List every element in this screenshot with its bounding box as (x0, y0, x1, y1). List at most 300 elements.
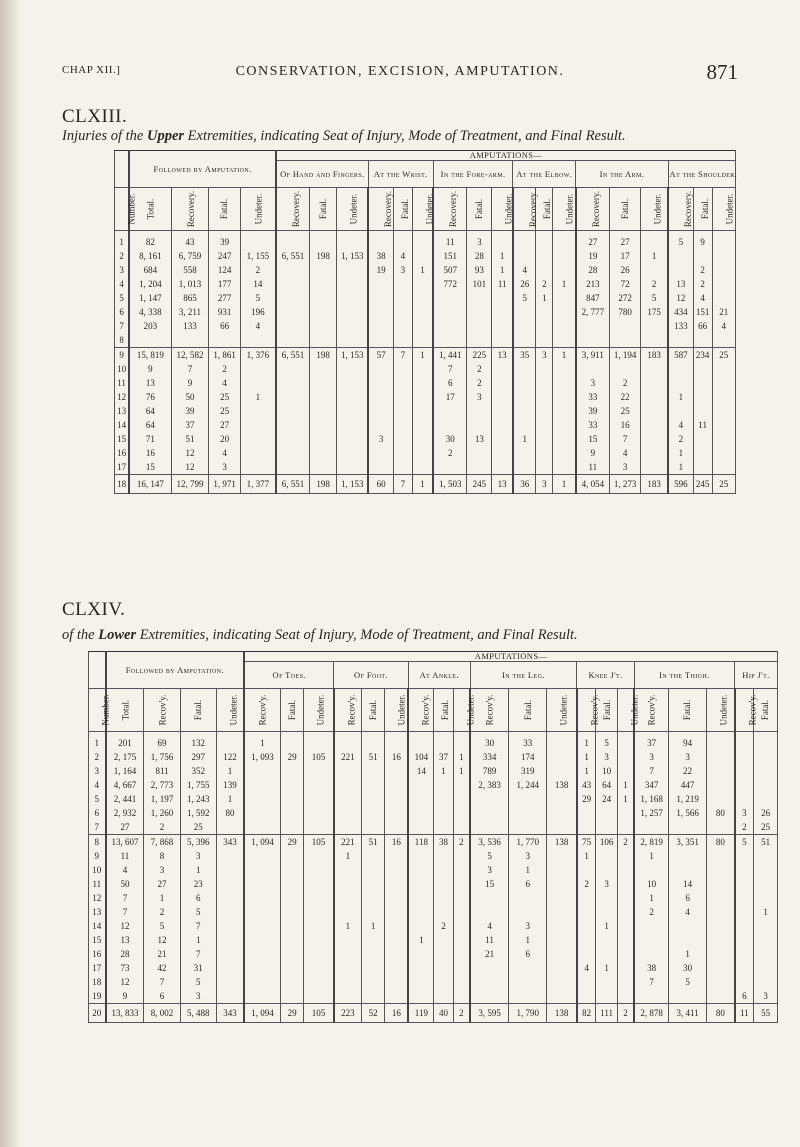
table-cell: 27 (609, 231, 640, 250)
table-row (89, 820, 778, 835)
table-cell (304, 905, 334, 919)
table-cell (244, 975, 280, 989)
table-cell: 1 (668, 446, 693, 460)
table-cell (712, 376, 735, 390)
table-cell (304, 806, 334, 820)
table-cell: 12, 582 (171, 348, 209, 363)
table-cell: 2 (536, 277, 553, 291)
table-cell (337, 418, 368, 432)
row-number: 12 (89, 891, 106, 905)
column-header-label: Recov'y. (746, 694, 757, 726)
table-cell: 9 (171, 376, 209, 390)
table-cell (453, 806, 470, 820)
table-cell: 1 (240, 390, 276, 404)
table-cell (434, 792, 453, 806)
row-number: 16 (89, 947, 106, 961)
table-cell (547, 975, 577, 989)
table-cell: 6 (509, 877, 547, 891)
table-cell: 7 (433, 362, 467, 376)
table-cell (735, 792, 754, 806)
table-cell (276, 291, 310, 305)
table-cell: 38 (434, 835, 453, 850)
table-cell (393, 432, 412, 446)
table-cell (453, 820, 470, 835)
table-cell (334, 933, 362, 947)
table-cell (280, 863, 303, 877)
table-cell (668, 376, 693, 390)
table-cell (334, 891, 362, 905)
table-cell (276, 319, 310, 333)
table-cell (617, 933, 634, 947)
table-cell (216, 989, 244, 1004)
table-cell: 5, 396 (180, 835, 216, 850)
table-cell (393, 319, 412, 333)
column-header (576, 188, 610, 231)
table-cell (617, 764, 634, 778)
table-cell: 69 (144, 732, 180, 751)
table-cell: 4 (106, 863, 144, 877)
column-header-label: Recov'y. (157, 694, 168, 726)
table-cell: 33 (576, 390, 610, 404)
table-cell (240, 432, 276, 446)
table-cell: 7 (634, 764, 668, 778)
table-cell: 1 (453, 764, 470, 778)
table-cell (712, 291, 735, 305)
table-cell: 30 (433, 432, 467, 446)
column-header-label: Fatal. (219, 198, 230, 220)
table-cell (547, 792, 577, 806)
table-cell (577, 891, 596, 905)
table-cell (280, 891, 303, 905)
followed-by-header: Followed by Amputation. (106, 652, 245, 689)
table-cell: 2 (209, 362, 240, 376)
table-cell: 24 (596, 792, 617, 806)
table-cell (433, 319, 467, 333)
row-number: 14 (89, 919, 106, 933)
total-cell: 55 (754, 1004, 778, 1023)
table-cell: 4 (693, 291, 712, 305)
table-cell (434, 891, 453, 905)
table-cell (453, 732, 470, 751)
table-cell (276, 390, 310, 404)
table-cell: 7 (393, 348, 412, 363)
table-cell (385, 933, 408, 947)
table-cell: 12 (668, 291, 693, 305)
lower-extremities-table (88, 651, 778, 1023)
total-cell: 1, 377 (240, 475, 276, 494)
table-cell (361, 989, 384, 1004)
table-cell (334, 764, 362, 778)
table-cell: 1 (180, 863, 216, 877)
table-cell (385, 849, 408, 863)
group-header: At Ankle. (408, 662, 470, 689)
table-cell: 1, 592 (180, 806, 216, 820)
table-cell: 297 (180, 750, 216, 764)
table-cell (244, 820, 280, 835)
table-cell (707, 947, 735, 961)
table-cell: 17 (433, 390, 467, 404)
table-cell (216, 905, 244, 919)
total-cell: 2, 878 (634, 1004, 668, 1023)
table-cell (368, 376, 393, 390)
table-cell (453, 947, 470, 961)
table-cell (433, 305, 467, 319)
table-cell (513, 231, 536, 250)
table-cell: 2 (240, 263, 276, 277)
table-cell: 1 (754, 905, 778, 919)
table-row (115, 418, 736, 432)
table-cell: 11 (693, 418, 712, 432)
table-cell (337, 446, 368, 460)
table-cell: 177 (209, 277, 240, 291)
table-cell (707, 961, 735, 975)
row-number: 11 (115, 376, 130, 390)
table-cell (754, 919, 778, 933)
table-cell: 7 (609, 432, 640, 446)
table-cell (337, 404, 368, 418)
table-cell (577, 820, 596, 835)
table-cell: 29 (280, 750, 303, 764)
table-cell: 2 (433, 446, 467, 460)
table-cell: 2, 777 (576, 305, 610, 319)
table-cell (547, 891, 577, 905)
table-cell: 15, 819 (129, 348, 171, 363)
table-cell (470, 806, 508, 820)
table-cell (310, 404, 337, 418)
table-row (89, 919, 778, 933)
table-cell: 27 (209, 418, 240, 432)
column-header-label: Recovery. (185, 190, 196, 228)
table-cell: 28 (576, 263, 610, 277)
table-cell (361, 863, 384, 877)
row-number: 17 (115, 460, 130, 475)
table-cell (408, 905, 434, 919)
table-cell (240, 333, 276, 348)
table-cell: 6 (735, 989, 754, 1004)
table-cell: 1 (577, 849, 596, 863)
table-cell (577, 975, 596, 989)
column-header-label: Recovery. (683, 190, 694, 228)
table-cell (735, 849, 754, 863)
table-row (89, 732, 778, 751)
table-cell (337, 376, 368, 390)
table-cell (492, 231, 513, 250)
column-header-label: Undeter. (424, 193, 435, 225)
table-row (89, 947, 778, 961)
table-cell: 13 (129, 376, 171, 390)
table-cell: 2 (434, 919, 453, 933)
table-cell (609, 333, 640, 348)
table-cell: 1, 094 (244, 835, 280, 850)
table-cell (596, 947, 617, 961)
table-cell (617, 905, 634, 919)
table-cell (712, 446, 735, 460)
table-cell: 1, 164 (106, 764, 144, 778)
table-cell: 1 (334, 849, 362, 863)
table-cell: 64 (596, 778, 617, 792)
table-cell: 3 (209, 460, 240, 475)
table-row (89, 975, 778, 989)
column-header-label: Recov'y. (646, 694, 657, 726)
row-number: 8 (89, 835, 106, 850)
table-cell: 104 (408, 750, 434, 764)
table-cell (393, 291, 412, 305)
column-header (244, 689, 280, 732)
table-cell (280, 778, 303, 792)
table-cell (453, 863, 470, 877)
table-cell (693, 333, 712, 348)
table-cell: 5 (735, 835, 754, 850)
table-cell (337, 291, 368, 305)
table-cell (276, 376, 310, 390)
table-cell (754, 778, 778, 792)
table-cell (310, 446, 337, 460)
table-cell: 1 (453, 750, 470, 764)
table-cell: 334 (470, 750, 508, 764)
table-cell: 6 (144, 989, 180, 1004)
table-cell: 847 (576, 291, 610, 305)
table-cell (385, 820, 408, 835)
column-header (180, 689, 216, 732)
table-cell: 16 (385, 750, 408, 764)
table-cell (536, 460, 553, 475)
column-header-label: Undeter. (252, 193, 263, 225)
table-cell (693, 432, 712, 446)
table-cell (304, 863, 334, 877)
table-cell: 198 (310, 249, 337, 263)
table-cell (412, 446, 433, 460)
table-cell: 30 (668, 961, 706, 975)
table-cell (280, 806, 303, 820)
table-cell: 1 (617, 778, 634, 792)
table-cell (434, 820, 453, 835)
table-cell (280, 792, 303, 806)
table-cell (368, 446, 393, 460)
table-cell (707, 891, 735, 905)
table-cell (693, 376, 712, 390)
table-cell: 1 (553, 348, 576, 363)
table-cell (408, 792, 434, 806)
table-row (89, 877, 778, 891)
table-cell (276, 333, 310, 348)
table-cell (577, 905, 596, 919)
subtitle-emphasis: Lower (98, 627, 137, 643)
table-cell: 2 (735, 820, 754, 835)
table-cell: 3 (609, 460, 640, 475)
column-header-label: Fatal. (602, 699, 613, 721)
group-header: In the Arm. (576, 161, 668, 188)
column-header (144, 689, 180, 732)
table-cell: 3 (368, 432, 393, 446)
table-cell (641, 460, 668, 475)
table-cell (453, 891, 470, 905)
total-cell: 8, 002 (144, 1004, 180, 1023)
table-cell: 51 (361, 835, 384, 850)
table-cell (412, 362, 433, 376)
table-cell: 225 (467, 348, 492, 363)
table-cell (304, 778, 334, 792)
table-cell: 122 (216, 750, 244, 764)
table-cell (393, 460, 412, 475)
table-cell: 1, 257 (634, 806, 668, 820)
table-cell: 234 (693, 348, 712, 363)
table-cell (754, 975, 778, 989)
table-cell: 183 (641, 348, 668, 363)
table-cell (368, 291, 393, 305)
table-cell (668, 863, 706, 877)
column-header (434, 689, 453, 732)
table-cell (304, 975, 334, 989)
table-cell: 2 (617, 835, 634, 850)
table-cell: 558 (171, 263, 209, 277)
table-cell (509, 989, 547, 1004)
row-number: 14 (115, 418, 130, 432)
column-header (433, 188, 467, 231)
table-cell: 175 (641, 305, 668, 319)
table-cell (467, 418, 492, 432)
page-number: 871 (706, 60, 738, 84)
table-cell: 6, 759 (171, 249, 209, 263)
table-cell (408, 732, 434, 751)
table-cell (385, 732, 408, 751)
table-cell: 6 (668, 891, 706, 905)
table-cell (754, 947, 778, 961)
total-cell: 245 (693, 475, 712, 494)
table-cell (754, 849, 778, 863)
total-cell: 198 (310, 475, 337, 494)
table-cell (735, 891, 754, 905)
table-cell (617, 863, 634, 877)
table-cell: 1 (412, 348, 433, 363)
table-cell (310, 231, 337, 250)
group-header: At the Elbow. (513, 161, 576, 188)
table-cell: 28 (467, 249, 492, 263)
table-cell: 15 (576, 432, 610, 446)
column-header (735, 689, 757, 732)
table-cell (337, 432, 368, 446)
table-cell: 1 (216, 764, 244, 778)
table-cell (735, 905, 754, 919)
table-cell: 28 (106, 947, 144, 961)
column-header (707, 689, 735, 732)
total-cell: 105 (304, 1004, 334, 1023)
column-header-label: Fatal. (400, 198, 411, 220)
table-cell (617, 820, 634, 835)
table-cell: 447 (668, 778, 706, 792)
table-cell (707, 989, 735, 1004)
table-cell (453, 778, 470, 792)
table-cell (304, 919, 334, 933)
table-cell: 39 (171, 404, 209, 418)
table-cell (707, 863, 735, 877)
table-cell: 57 (368, 348, 393, 363)
table-cell: 9 (693, 231, 712, 250)
table-cell (513, 305, 536, 319)
group-header: Hip J't. (735, 662, 778, 689)
table-cell (385, 919, 408, 933)
table-cell (453, 989, 470, 1004)
row-number: 15 (115, 432, 130, 446)
column-header-label: Undeter. (464, 694, 475, 726)
table-cell (304, 891, 334, 905)
table-cell: 2, 441 (106, 792, 144, 806)
table-cell (385, 863, 408, 877)
table-cell: 11 (433, 231, 467, 250)
table-cell: 1 (509, 933, 547, 947)
table-cell (304, 849, 334, 863)
column-header (693, 188, 712, 231)
subtitle-text: Extremities, indicating Seat of Injury, Mode of Treatment, and Final Result. (184, 128, 626, 144)
table-row (89, 792, 778, 806)
total-cell: 36 (513, 475, 536, 494)
table-cell (361, 891, 384, 905)
column-header-row (115, 188, 736, 231)
table-cell (617, 732, 634, 751)
table-cell (509, 891, 547, 905)
table-cell (412, 432, 433, 446)
table-cell (240, 460, 276, 475)
table-cell (754, 732, 778, 751)
table-cell: 43 (171, 231, 209, 250)
table-cell (492, 390, 513, 404)
table-cell: 1 (180, 933, 216, 947)
table-cell: 35 (513, 348, 536, 363)
table-cell: 50 (171, 390, 209, 404)
table-cell: 11 (576, 460, 610, 475)
table-row (115, 362, 736, 376)
table-row (115, 277, 736, 291)
total-cell: 16 (385, 1004, 408, 1023)
column-header (470, 689, 508, 732)
table-cell (509, 961, 547, 975)
table-cell (641, 404, 668, 418)
table-cell (577, 947, 596, 961)
group-header: In the Thigh. (634, 662, 734, 689)
table-cell (470, 961, 508, 975)
table-cell (385, 877, 408, 891)
table-cell: 64 (129, 404, 171, 418)
column-header-label: Fatal. (440, 699, 451, 721)
table-cell (334, 806, 362, 820)
table-cell: 1, 244 (509, 778, 547, 792)
table-cell: 14 (408, 764, 434, 778)
row-number: 2 (89, 750, 106, 764)
table-cell (596, 975, 617, 989)
row-number: 12 (115, 390, 130, 404)
table-cell (470, 905, 508, 919)
table-cell: 12 (144, 933, 180, 947)
table-cell: 1, 147 (129, 291, 171, 305)
table-cell: 6, 551 (276, 348, 310, 363)
table-cell: 3 (144, 863, 180, 877)
table-cell (576, 333, 610, 348)
column-header-label: Fatal. (620, 198, 631, 220)
table-cell: 2 (144, 820, 180, 835)
table-cell (408, 778, 434, 792)
table-cell (547, 919, 577, 933)
table-cell (492, 404, 513, 418)
table-cell (596, 863, 617, 877)
table-cell: 31 (180, 961, 216, 975)
table-cell: 12 (171, 460, 209, 475)
table-cell: 3 (634, 750, 668, 764)
total-cell: 5, 488 (180, 1004, 216, 1023)
table-cell (668, 849, 706, 863)
table-cell (634, 820, 668, 835)
table-cell: 27 (106, 820, 144, 835)
table-cell (547, 764, 577, 778)
table-cell (712, 418, 735, 432)
